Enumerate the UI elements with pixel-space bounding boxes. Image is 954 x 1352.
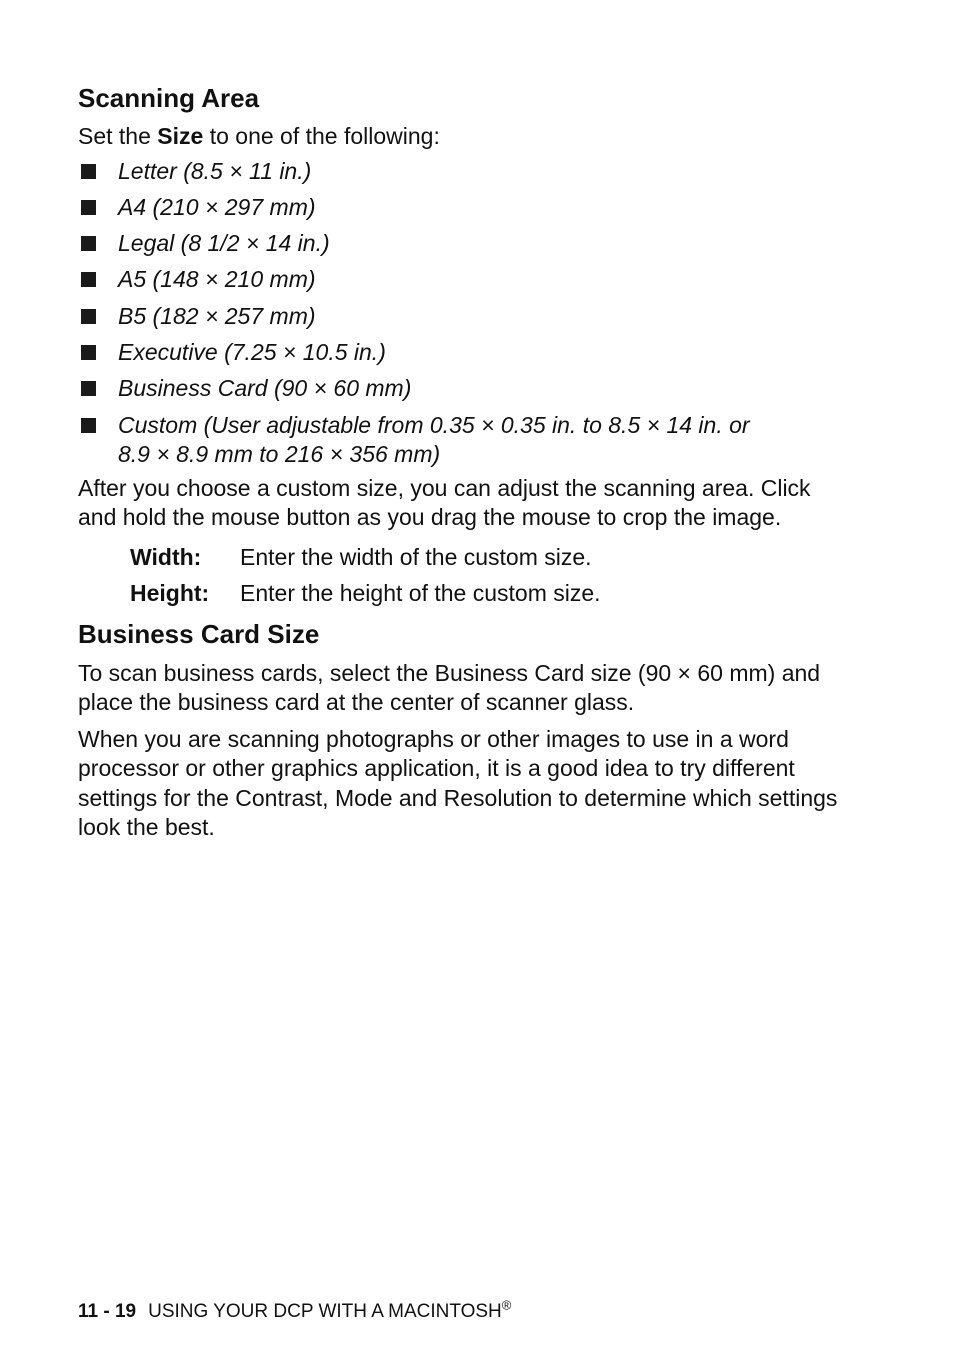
square-bullet-icon xyxy=(81,381,96,396)
custom-line-1: Custom (User adjustable from 0.35 × 0.35 in. to 8.5 × 14 in. or xyxy=(118,411,750,438)
square-bullet-icon xyxy=(81,345,96,360)
size-option-label: Executive (7.25 × 10.5 in.) xyxy=(118,338,386,365)
size-option-legal xyxy=(78,229,838,258)
business-card-paragraph: To scan business cards, select the Business Card size (90 × 60 mm) and place the business card at the center of scanner glass. xyxy=(78,659,821,716)
custom-size-instructions: After you choose a custom size, you can adjust the scanning area. Click and hold the mouse button as you drag the mouse to crop the image. xyxy=(78,474,811,531)
custom-size-fields xyxy=(130,539,601,611)
size-option-label: A4 (210 × 297 mm) xyxy=(118,193,316,220)
size-option-a5 xyxy=(78,265,838,294)
custom-line-2: 8.9 × 8.9 mm to 216 × 356 mm) xyxy=(118,440,441,467)
field-description-width: Enter the width of the custom size. xyxy=(240,543,592,570)
size-option-label: Business Card (90 × 60 mm) xyxy=(118,375,412,402)
intro-prefix: Set the xyxy=(78,123,158,149)
business-card-heading: Business Card Size xyxy=(78,618,320,649)
size-option-executive xyxy=(78,338,838,367)
square-bullet-icon xyxy=(81,200,96,215)
size-option-label: A5 (148 × 210 mm) xyxy=(118,266,316,293)
size-option-letter xyxy=(78,157,838,186)
square-bullet-icon xyxy=(81,309,96,324)
settings-tip-paragraph: When you are scanning photographs or other images to use in a word processor or other graphics application, it is a good idea to try different settings for the Contrast, Mode and Resolution to determine which settings look the best. xyxy=(78,725,838,841)
field-description-height: Enter the height of the custom size. xyxy=(240,579,601,606)
footer-page-number: 11 - 19 xyxy=(78,1301,137,1322)
size-option-b5 xyxy=(78,302,838,331)
scanning-area-intro xyxy=(78,122,838,152)
square-bullet-icon xyxy=(81,236,96,251)
registered-mark: ® xyxy=(501,1297,512,1313)
field-label-width: Width: xyxy=(130,543,202,570)
field-row-height xyxy=(130,575,601,611)
intro-suffix: to one of the following: xyxy=(203,123,440,149)
scanning-area-heading: Scanning Area xyxy=(78,83,260,113)
size-option-business-card xyxy=(78,374,838,403)
page-content xyxy=(78,82,838,843)
footer-chapter-title: USING YOUR DCP WITH A MACINTOSH xyxy=(148,1301,502,1322)
size-option-a4 xyxy=(78,193,838,222)
size-option-label: Legal (8 1/2 × 14 in.) xyxy=(118,230,330,257)
size-option-label: B5 (182 × 257 mm) xyxy=(118,302,316,329)
field-row-width xyxy=(130,539,601,575)
square-bullet-icon xyxy=(81,272,96,287)
size-options-list xyxy=(78,157,838,469)
size-option-label: Letter (8.5 × 11 in.) xyxy=(118,157,312,184)
field-label-height: Height: xyxy=(130,579,210,606)
intro-size-term: Size xyxy=(157,123,204,149)
square-bullet-icon xyxy=(81,164,96,179)
size-option-custom xyxy=(78,411,838,469)
square-bullet-icon xyxy=(81,418,96,433)
page-footer xyxy=(78,1297,512,1324)
